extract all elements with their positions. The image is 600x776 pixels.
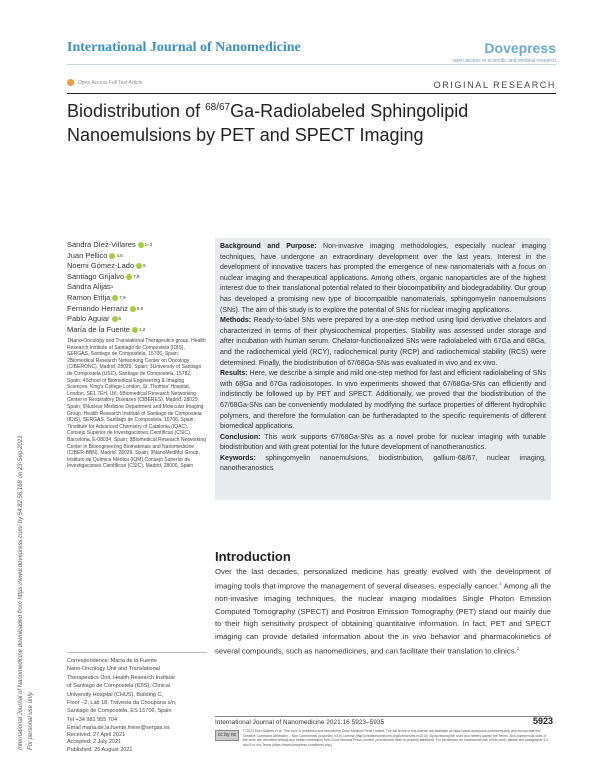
author-name: Santiago Grijalvo	[67, 271, 125, 281]
author[interactable]	[67, 325, 152, 336]
orcid-icon[interactable]	[112, 295, 118, 301]
open-access-badge	[67, 79, 142, 86]
correspondence-line: of Santiago de Compostela (IDIS), Clinical	[67, 683, 171, 690]
author-name: Juan Pellico	[67, 250, 108, 260]
author-affiliation: 1,2	[138, 326, 146, 332]
date-published: Published: 26 August 2021	[67, 746, 133, 753]
title-rest: Ga-Radiolabeled Sphingolipid Nanoemulsions by PET and SPECT Imaging	[67, 101, 469, 145]
author[interactable]	[67, 240, 152, 251]
abstract-results-text: Here, we describe a simple and mild one-step method for fast and efficient radiolabeling of SNs with 68Ga and 67Ga radioisotopes. In vivo experiments showed that 67/68Ga-SNs can efficiently and indistinctly be followed up by PET and SPECT. Additionally, we proved that the biodistribution of the 67/68Ga-SNs can be conveniently modulated by modifying the surface properties of different hydrophilic polymers, and therefore the formulation can be furtheradapted to the specific requirements of different biomedical applications.	[220, 370, 546, 431]
abstract-methods-label: Methods:	[220, 317, 252, 325]
author-affiliation: 4,5	[116, 252, 123, 258]
author[interactable]	[67, 293, 152, 304]
orcid-icon[interactable]	[112, 316, 118, 322]
orcid-icon[interactable]	[136, 263, 142, 269]
download-watermark	[10, 130, 34, 750]
correspondence-line: Nano-Oncology Unit and Translational	[67, 666, 160, 673]
correspondence-divider	[67, 652, 207, 653]
title-divider	[67, 93, 556, 94]
author-affiliation: 5,9	[136, 305, 144, 311]
article-dates	[67, 732, 132, 754]
orcid-icon[interactable]	[132, 327, 138, 333]
header-divider	[67, 64, 556, 65]
author[interactable]	[67, 272, 152, 283]
correspondence-line: Therapeutics Unit, Health Research Institute	[67, 674, 175, 681]
title-isotope: 68/67	[205, 102, 231, 113]
license-text: © 2021 Díez-Villares et al. This work is published and licensed by Dove Medical Press Limited. The full terms of this license are available at https://www.dovepress.com/terms.php and incorporate the Creative Commons Attribution – Non Commercial (unported, v3.0) License (http://creativecommons.org/licenses/by-nc/3.0/). By accessing the work you hereby accept the Terms. Non-commercial uses of the work are permitted without any further permission from Dove Medical Press Limited, provided the work is properly attributed. For permission for commercial use of this work, please see paragraphs 4.2 and 5 of our Terms (https://www.dovepress.com/terms.php).	[243, 729, 548, 747]
abstract-background-text: Non-invasive imaging methodologies, especially nuclear imaging techniques, have undergone an extraordinary development over the last years. Interest in the development of innovative tracers has prompted the emergence of new nanomaterials with a focus on nuclear imaging and therapeutical applications. Among others, organic nanoparticles are of the highest interest due to their translational potential related to their biocompatibility and biodegradability. Our group has developed a promising new type of biocompatible nanomaterials, sphingomyelin nanoemulsions (SNs). The aim of this study is to explore the potential of SNs for nuclear imaging applications.	[220, 243, 546, 314]
publisher-logo[interactable]: Dovepress	[484, 40, 556, 56]
page-number: 5923	[532, 716, 553, 726]
abstract-results	[220, 369, 546, 433]
abstract-box	[215, 238, 551, 500]
author-affiliation: 7,8	[119, 294, 126, 300]
abstract-conclusion-text: This work supports 67/68Ga-SNs as a novel probe for nuclear imaging with tunable biodistribution and with great potential for the future development of nanotheranostics.	[220, 433, 547, 452]
abstract-methods-text: Ready-to-label SNs were prepared by a one-step method using lipid derivative chelators and characterized in terms of their physicochemical properties. Stability was assessed under storage and after incubation with human serum. Chelator-functionalized SNs were radiolabeled with 67Ga and 68Ga, and the radiochemical yield (RCY), radiochemical purity (RCP) and radiochemical stability (RCS) were determined. Finally, the biodistribution of 67/68Ga-SNs was evaluated in vivo and ex vivo.	[220, 317, 546, 367]
correspondence-line: Floor −2, Lab 18, Travesía da Choupana s/n,	[67, 700, 177, 707]
author[interactable]	[67, 304, 152, 315]
reference-link[interactable]: 1	[499, 581, 502, 587]
title-prefix: Biodistribution of	[67, 101, 206, 121]
correspondence-line: Correspondence: María de la Fuente	[67, 658, 157, 664]
abstract-keywords-label: Keywords:	[220, 454, 256, 462]
author-list	[67, 240, 152, 335]
footer-divider	[215, 716, 551, 717]
author[interactable]	[67, 282, 152, 293]
intro-paragraph	[215, 566, 551, 658]
author-name: Sandra Díez-Villares	[67, 240, 136, 249]
cc-license-icon[interactable]: cc by nc	[215, 730, 239, 741]
author-name: Ramon Eritja	[67, 292, 111, 302]
abstract-background-label: Background and Purpose:	[220, 243, 317, 250]
abstract-methods	[220, 316, 546, 369]
abstract-conclusion	[220, 433, 546, 454]
abstract-keywords-text: sphingomyelin nanoemulsions, biodistribution, gallium-68/67, nuclear imaging, nanotheranostics	[220, 454, 546, 473]
open-access-label: Open Access Full Text Article	[78, 79, 143, 86]
orcid-icon[interactable]	[138, 242, 144, 248]
author-name: Noemi Gómez-Lado	[67, 261, 135, 271]
author-name: Fernando Herranz	[67, 303, 128, 313]
abstract-conclusion-label: Conclusion:	[220, 433, 261, 441]
article-type: ORIGINAL RESEARCH	[433, 80, 556, 90]
abstract-results-label: Results:	[220, 370, 248, 378]
author-name: Sandra Alijas	[67, 282, 111, 292]
correspondence-line: Tel +34 981 955 704	[67, 716, 118, 723]
footer-citation[interactable]: International Journal of Nanomedicine 2021:16 5923–5935	[215, 719, 385, 726]
affiliations: 1Nano-Oncology and Translational Therapeutics group, Health Research Institute of Santiago de Compostela (IDIS), SERGAS, Santiago de Compostela, 15706, Spain; 2Biomedical Research Networking Center on Oncology (CIBERONC), Madrid, 28029, Spain; 3University of Santiago de Compostela (USC), Santiago de Compostela, 15782, Spain; 4School of Biomedical Engineering & Imaging Sciences, King's College London, St. Thomas' Hospital, London, SE1 7EH, UK; 5Biomedical Research Networking Center in Respiratory Diseases (CIBERES), Madrid, 28029, Spain; 6Nuclear Medicine Department and Molecular Imaging Group, Health Research Institute of Santiago de Compostela (IDIS), SERGAS, Santiago de Compostela, 15706, Spain; 7Institute for Advanced Chemistry of Catalonia (IQAC), Consejo Superior de Investigaciones Científicas (CSIC), Barcelona, E-08034, Spain; 8Biomedical Research Networking Center in Bioengineering Biomaterials and Nanomedicine (CIBER-BBN), Madrid, 28029, Spain; 9NanoMedMol Group, Instituto de Química Médica (IQM),Consejo Superior de Investigaciones Científicas (CSIC), Madrid, 28006, Spain	[67, 338, 206, 470]
author[interactable]	[67, 314, 152, 325]
abstract-background	[220, 242, 546, 316]
intro-text-2: Among all the non-invasive imaging techniques, the nuclear imaging modalities Single Photon Emission Computed Tomography (SPECT) and Positron Emission Tomography (PET) stand out mainly due to their high sensitivity prospect of obtaining quantitative information. In fact, PET and SPECT imaging can provide detailed information about the in vivo behavior and pharmacokinetics of several compounds, such as nanomedicines, and can facilitate their translation to clinics.	[215, 581, 552, 656]
publisher-tagline: open access to scientific and medical research	[452, 58, 556, 64]
watermark-line-1: International Journal of Nanomedicine downloaded from https://www.dovepress.com/ by 54.82.56.168 on 23-Sep-2021	[18, 435, 24, 750]
journal-title: International Journal of Nanomedicine	[67, 40, 301, 55]
orcid-icon[interactable]	[130, 306, 136, 312]
article-title	[67, 96, 497, 147]
author[interactable]	[67, 251, 152, 262]
date-accepted: Accepted: 2 July 2021	[67, 739, 122, 746]
orcid-icon[interactable]	[126, 274, 132, 280]
date-received: Received: 27 April 2021	[67, 732, 126, 738]
abstract-keywords	[220, 454, 546, 475]
intro-text-1: Over the last decades, personalized medicine has greatly evolved with the development of imaging tools that improve the management of several diseases, especially cancer.	[215, 567, 551, 591]
author-affiliation: 1	[110, 284, 114, 290]
orcid-icon[interactable]	[109, 253, 115, 259]
correspondence-email[interactable]: Email maria.de.la.fuente.freire@sergas.es	[67, 725, 170, 732]
correspondence-line: University Hospital (CHUS), Building C,	[67, 691, 163, 698]
author-affiliation: 6	[143, 263, 146, 269]
author-name: Pablo Aguiar	[67, 314, 110, 324]
reference-link[interactable]: 2	[516, 646, 520, 651]
author[interactable]	[67, 261, 152, 272]
correspondence	[67, 657, 207, 733]
watermark-line-2: For personal use only.	[28, 691, 34, 750]
author-affiliation: 1–3	[144, 242, 153, 247]
author-affiliation: 7,8	[133, 273, 140, 279]
author-name: María de la Fuente	[67, 324, 130, 334]
open-access-icon	[67, 79, 74, 86]
author-affiliation: 6	[118, 316, 122, 322]
intro-heading: Introduction	[215, 549, 291, 564]
correspondence-line: Santiago de Compostela, ES 15706, Spain	[67, 708, 172, 715]
